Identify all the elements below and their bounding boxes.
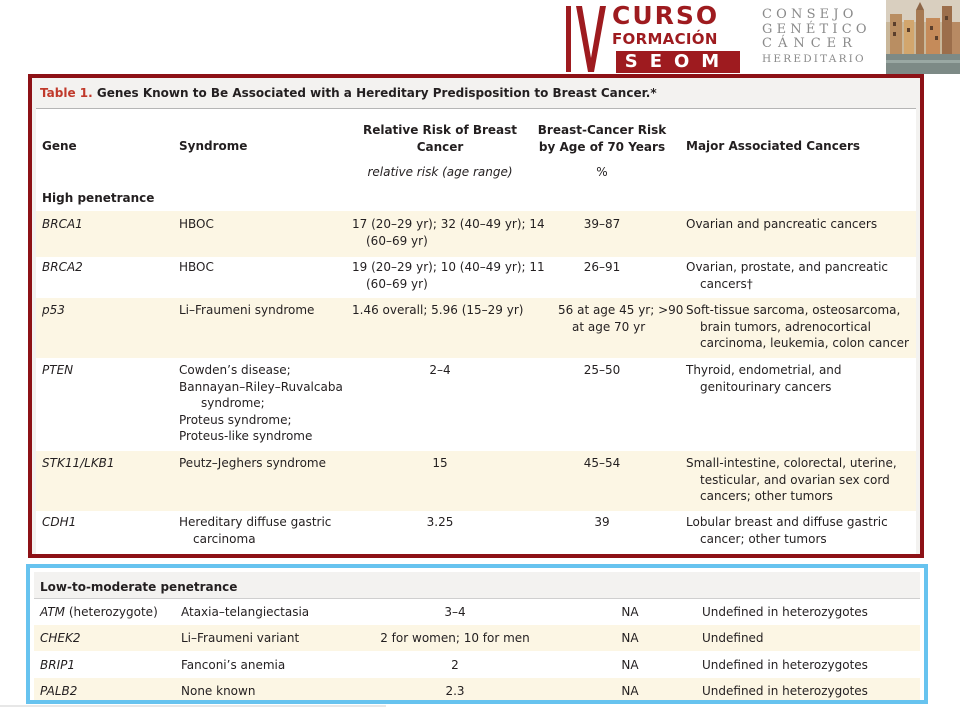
table-title <box>40 86 657 100</box>
cancers-cell: Lobular breast and diffuse gastric cancer; other tumors <box>686 515 888 546</box>
curso-formacion-seom-logo <box>612 1 740 72</box>
relative-risk-cell: 2.3 <box>445 684 465 698</box>
formacion-word: FORMACIÓN <box>612 30 718 48</box>
risk-70-cell: 56 at age 45 yr; >90 at age 70 yr <box>558 303 684 334</box>
gene-cell: STK11/LKB1 <box>42 456 115 470</box>
consejo-line: HEREDITARIO <box>762 52 866 65</box>
gene-cell: CHEK2 <box>40 631 81 645</box>
syndrome-line: Bannayan–Riley–Ruvalcaba <box>179 379 343 394</box>
seom-word: SEOM <box>616 51 740 73</box>
risk-70-cell: NA <box>621 605 639 619</box>
syndrome-cell <box>179 362 355 445</box>
col-header-gene: Gene <box>42 139 77 153</box>
risk-70-cell: NA <box>621 658 639 672</box>
risk-70-cell: 26–91 <box>583 260 621 274</box>
risk-70-cell: 39 <box>594 515 610 529</box>
syndrome-line: Proteus syndrome; <box>179 412 292 427</box>
syndrome-cell: Peutz–Jeghers syndrome <box>179 456 326 470</box>
table-high-penetrance-panel <box>28 74 924 558</box>
syndrome-cell: HBOC <box>179 260 214 274</box>
risk-70-cell: NA <box>621 684 639 698</box>
relative-risk-cell: 1.46 overall; 5.96 (15–29 yr) <box>352 303 524 317</box>
gene-cell: PTEN <box>42 363 74 377</box>
risk-70-cell: 39–87 <box>583 217 621 231</box>
syndrome-cell: Hereditary diffuse gastric carcinoma <box>179 515 332 546</box>
consejo-genetico-logo <box>762 8 882 66</box>
syndrome-cell: Li–Fraumeni syndrome <box>179 303 315 317</box>
curso-word: CURSO <box>612 1 720 30</box>
consejo-line: CONSEJO <box>762 7 858 22</box>
unit-risk-70: % <box>596 165 608 179</box>
iv-logo <box>566 6 606 72</box>
bottom-divider <box>0 705 386 707</box>
section-high-penetrance: High penetrance <box>42 191 155 205</box>
syndrome-cell: Ataxia–telangiectasia <box>181 605 310 619</box>
risk-70-cell: 45–54 <box>583 456 621 470</box>
relative-risk-cell: 3–4 <box>444 605 466 619</box>
gene-cell: BRCA2 <box>42 260 83 274</box>
gene-cell: PALB2 <box>40 684 78 698</box>
relative-risk-cell: 17 (20–29 yr); 32 (40–49 yr); 14 (60–69 yr) <box>352 217 545 248</box>
gene-note: (heterozygote) <box>65 605 158 619</box>
gene-cell: BRCA1 <box>42 217 83 231</box>
consejo-line: CÁNCER <box>762 36 858 51</box>
gene-cell: CDH1 <box>42 515 77 529</box>
cancers-cell: Undefined <box>702 631 764 645</box>
consejo-line: GENÉTICO <box>762 21 871 37</box>
cancers-cell: Undefined in heterozygotes <box>702 658 868 672</box>
cancers-cell: Small-intestine, colorectal, uterine, testicular, and ovarian sex cord cancers; other tumors <box>686 456 897 503</box>
gene-cell: p53 <box>42 303 65 317</box>
gene-cell <box>40 604 158 621</box>
col-header-risk-70: Breast-Cancer Risk by Age of 70 Years <box>537 123 667 154</box>
syndrome-cell: Li–Fraumeni variant <box>181 631 300 645</box>
risk-70-cell: NA <box>621 631 639 645</box>
syndrome-line: Cowden’s disease; <box>179 363 291 377</box>
relative-risk-cell: 15 <box>432 456 448 470</box>
cancers-cell: Thyroid, endometrial, and genitourinary cancers <box>686 363 842 394</box>
syndrome-cell: Fanconi’s anemia <box>181 658 286 672</box>
gene-cell: BRIP1 <box>40 658 75 672</box>
cancers-cell: Undefined in heterozygotes <box>702 684 868 698</box>
cancers-cell: Soft-tissue sarcoma, osteosarcoma, brain tumors, adrenocortical carcinoma, leukemia, colon cancer <box>686 303 909 350</box>
unit-relative-risk: relative risk (age range) <box>367 165 513 179</box>
col-header-syndrome: Syndrome <box>179 139 248 153</box>
table-number: Table 1. <box>40 86 93 100</box>
syndrome-line: syndrome; <box>201 396 265 410</box>
table-title-text: Genes Known to Be Associated with a Hereditary Predisposition to Breast Cancer.* <box>92 86 657 100</box>
iv-logo-bar <box>566 6 571 72</box>
iv-logo-v <box>576 6 606 72</box>
table-low-penetrance-panel <box>26 564 928 704</box>
syndrome-cell: HBOC <box>179 217 214 231</box>
risk-70-cell: 25–50 <box>583 363 621 377</box>
relative-risk-cell: 3.25 <box>426 515 454 529</box>
gene-name: ATM <box>40 605 66 619</box>
relative-risk-cell: 19 (20–29 yr); 10 (40–49 yr); 11 (60–69 yr) <box>352 260 545 291</box>
cancers-cell: Undefined in heterozygotes <box>702 605 868 619</box>
syndrome-line: Proteus-like syndrome <box>179 429 313 443</box>
relative-risk-cell: 2 <box>451 658 459 672</box>
relative-risk-cell: 2 for women; 10 for men <box>380 631 530 645</box>
syndrome-cell: None known <box>181 684 256 698</box>
relative-risk-cell: 2–4 <box>429 363 451 377</box>
col-header-cancers: Major Associated Cancers <box>686 139 861 153</box>
cancers-cell: Ovarian, prostate, and pancreatic cancers† <box>686 260 889 291</box>
col-header-relative-risk: Relative Risk of Breast Cancer <box>362 123 518 154</box>
city-photo <box>886 0 960 74</box>
section-low-penetrance: Low-to-moderate penetrance <box>40 580 238 594</box>
cancers-cell: Ovarian and pancreatic cancers <box>686 217 878 231</box>
table-body <box>36 109 916 554</box>
